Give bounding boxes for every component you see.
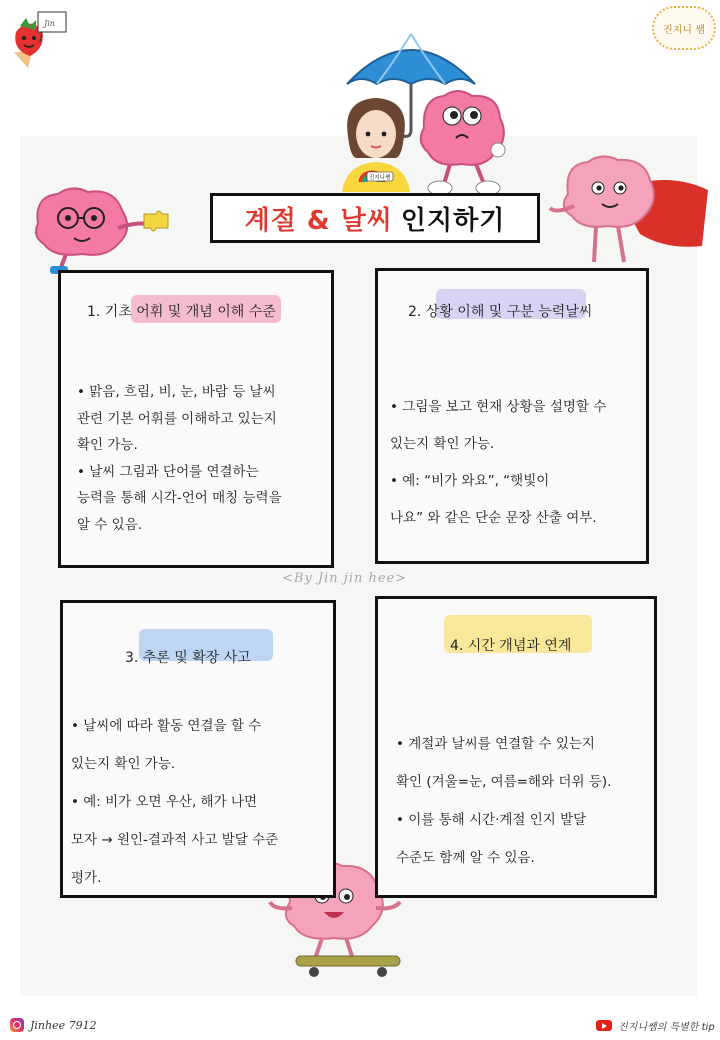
- card-line: 나요” 와 같은 단순 문장 산출 여부.: [390, 510, 597, 526]
- card-title: 4. 시간 개념과 연계: [450, 638, 572, 654]
- author-credit: <By Jin jin hee>: [282, 571, 408, 586]
- card-line: 확인 가능.: [77, 437, 138, 453]
- card-body: [396, 725, 611, 877]
- card-line: 수준도 함께 알 수 있음.: [396, 850, 535, 866]
- brand-badge: 진지니 쌤: [652, 6, 716, 50]
- card-line: 관련 기본 어휘를 이해하고 있는지: [77, 410, 277, 427]
- card-body: [77, 379, 282, 538]
- card-title: 2. 상황 이해 및 구분 능력날씨: [408, 304, 593, 320]
- youtube-icon: [596, 1020, 612, 1031]
- card-title: 3. 추론 및 확장 사고: [125, 650, 251, 666]
- page-title-part1: 계절 & 날씨: [244, 205, 393, 236]
- teacher-illustration: [336, 94, 416, 192]
- card-reasoning: [60, 600, 336, 898]
- footer-instagram[interactable]: [10, 1018, 97, 1032]
- card-line: 확인 (겨울=눈, 여름=해와 더위 등).: [396, 774, 612, 790]
- card-line: 능력을 통해 시각-언어 매칭 능력을: [77, 490, 282, 506]
- teacher-name-badge: 진지니쌤: [369, 175, 391, 181]
- card-line: • 날씨 그림과 단어를 연결하는: [77, 463, 259, 480]
- superhero-brain-character: [546, 150, 712, 270]
- page-title: [210, 193, 540, 243]
- card-line: • 예: 비가 오면 우산, 해가 나면: [71, 794, 258, 810]
- card-line: 평가.: [71, 870, 102, 886]
- page-title-part2: 인지하기: [400, 205, 506, 236]
- card-title: 1. 기초 어휘 및 개념 이해 수준: [87, 304, 276, 320]
- card-line: • 그림을 보고 현재 상황을 설명할 수: [390, 399, 607, 415]
- card-line: • 계절과 날씨를 연결할 수 있는지: [396, 736, 595, 752]
- card-line: • 이를 통해 시간·계절 인지 발달: [396, 812, 587, 828]
- card-body: [71, 707, 278, 897]
- card-line: • 날씨에 따라 활동 연결을 할 수: [71, 718, 262, 734]
- card-situation: [375, 268, 649, 564]
- card-line: • 예: “비가 와요”, “햇빛이: [390, 473, 550, 489]
- strawberry-logo: [8, 8, 70, 70]
- card-line: 모자 → 원인-결과적 사고 발달 수준: [71, 832, 279, 848]
- brain-umbrella-character: [414, 88, 514, 198]
- footer-youtube[interactable]: [596, 1018, 715, 1033]
- instagram-icon: [10, 1018, 24, 1032]
- youtube-channel: 진지니쌤의 특별한 tip: [618, 1022, 715, 1033]
- card-line: • 맑음, 흐림, 비, 눈, 바람 등 날씨: [77, 384, 276, 400]
- card-line: 있는지 확인 가능.: [390, 436, 495, 452]
- card-line: 알 수 있음.: [77, 516, 143, 533]
- brain-puzzle-character: [30, 184, 172, 276]
- card-vocabulary: [58, 270, 334, 568]
- instagram-handle: Jinhee 7912: [30, 1018, 97, 1032]
- card-time-concept: [375, 596, 657, 898]
- card-body: [390, 389, 606, 537]
- logo-sign-text: Jin: [44, 19, 55, 28]
- card-line: 있는지 확인 가능.: [71, 756, 176, 772]
